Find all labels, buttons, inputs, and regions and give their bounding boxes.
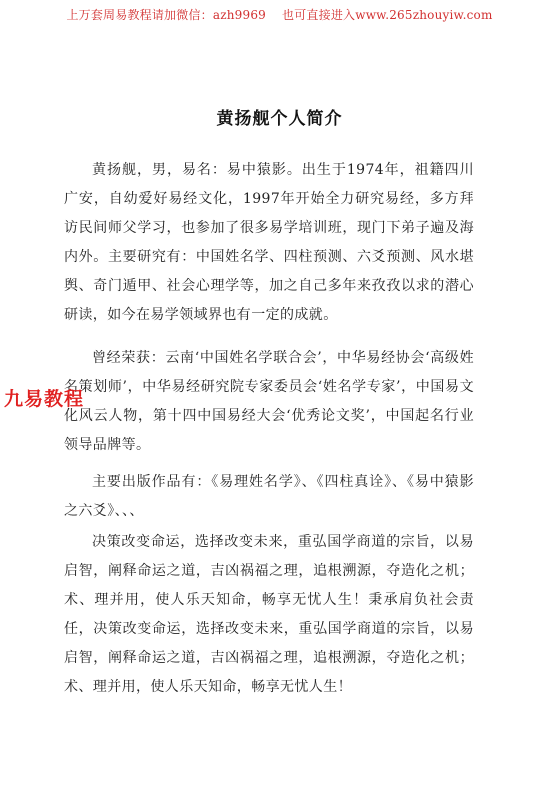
honors-paragraph: 曾经荣获：云南‘中国姓名学联合会’，中华易经协会‘高级姓名策划师’，中华易经研究院专家委员会‘姓名学专家’，中国易文化风云人物，第十四中国易经大会‘优秀论文奖’，中国起名行业领导品牌等。 bbox=[64, 350, 474, 453]
intro-paragraph: 黄扬舰，男，易名：易中猿影。出生于1974年，祖籍四川广安，自幼爱好易经文化，1997年开始全力研究易经，多方拜访民间师父学习，也参加了很多易学培训班，现门下弟子遍及海内外。主要研究有：中国姓名学、四柱预测、六爻预测、风水堪舆、奇门遁甲、社会心理学等，加之自己多年来孜孜以求的潜心研读，如今在易学领域界也有一定的成就。 bbox=[64, 162, 474, 323]
header-banner bbox=[0, 6, 559, 23]
banner-website-text: 也可直接进入www.265zhouyiw.com bbox=[282, 8, 493, 22]
works-paragraph: 主要出版作品有：《易理姓名学》、《四柱真诠》、《易中猿影之六爻》、、、 bbox=[64, 474, 474, 519]
watermark-logo: 九易教程 bbox=[4, 388, 85, 410]
page-title: 黄扬舰个人简介 bbox=[216, 109, 343, 129]
banner-wechat-text: 上万套周易教程请加微信：azh9969 bbox=[66, 8, 266, 22]
mission-paragraph: 决策改变命运，选择改变未来，重弘国学商道的宗旨，以易启智，阐释命运之道，吉凶祸福之理，追根溯源，夺造化之机；术、理并用，使人乐天知命，畅享无忧人生！秉承肩负社会责任，决策改变命运，选择改变未来，重弘国学商道的宗旨，以易启智，阐释命运之道，吉凶祸福之理，追根溯源，夺造化之机；术、理并用，使人乐天知命，畅享无忧人生！ bbox=[64, 534, 474, 695]
